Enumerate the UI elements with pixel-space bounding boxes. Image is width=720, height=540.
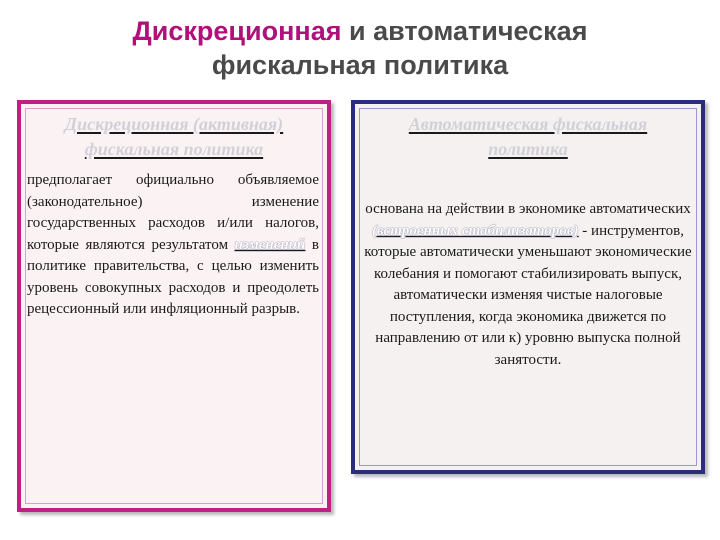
automatic-policy-description: [362, 199, 694, 371]
description-text: - инструментов, которые автоматически уменьшают экономические колебания и помогают стабилизировать выпуск, автоматически изменяя чистые налоговые поступления, когда экономика движется по направлению от или к) уровню выпуска полной занятости.: [364, 222, 692, 368]
title-rest: и автоматическая: [341, 16, 588, 46]
page-title: [0, 14, 720, 82]
highlighted-term: (встроенных стабилизаторов): [372, 222, 579, 239]
discretionary-policy-heading: [17, 112, 331, 162]
description-text: основана на действии в экономике автоматических: [365, 201, 691, 217]
discretionary-policy-description: [27, 170, 319, 321]
description-text: в политике правительства, с целью изменить уровень совокупных расходов и преодолеть рецессионный или инфляционный разрыв.: [27, 236, 319, 317]
heading-line-2: фискальная политика: [84, 139, 264, 159]
title-line-1: [0, 14, 720, 48]
heading-line-1: Автоматическая фискальная: [408, 114, 648, 134]
automatic-policy-heading: [351, 112, 705, 162]
title-line-2: фискальная политика: [211, 50, 509, 80]
highlighted-term: изменений: [234, 236, 306, 253]
heading-line-2: политика: [488, 139, 568, 159]
heading-line-1: Дискреционная (активная): [64, 114, 284, 134]
description-text: предполагает официально объявляемое (законодательное) изменение государственных расходов и/или налогов, которые являются результатом: [27, 172, 319, 253]
title-accent: Дискреционная: [132, 16, 342, 46]
